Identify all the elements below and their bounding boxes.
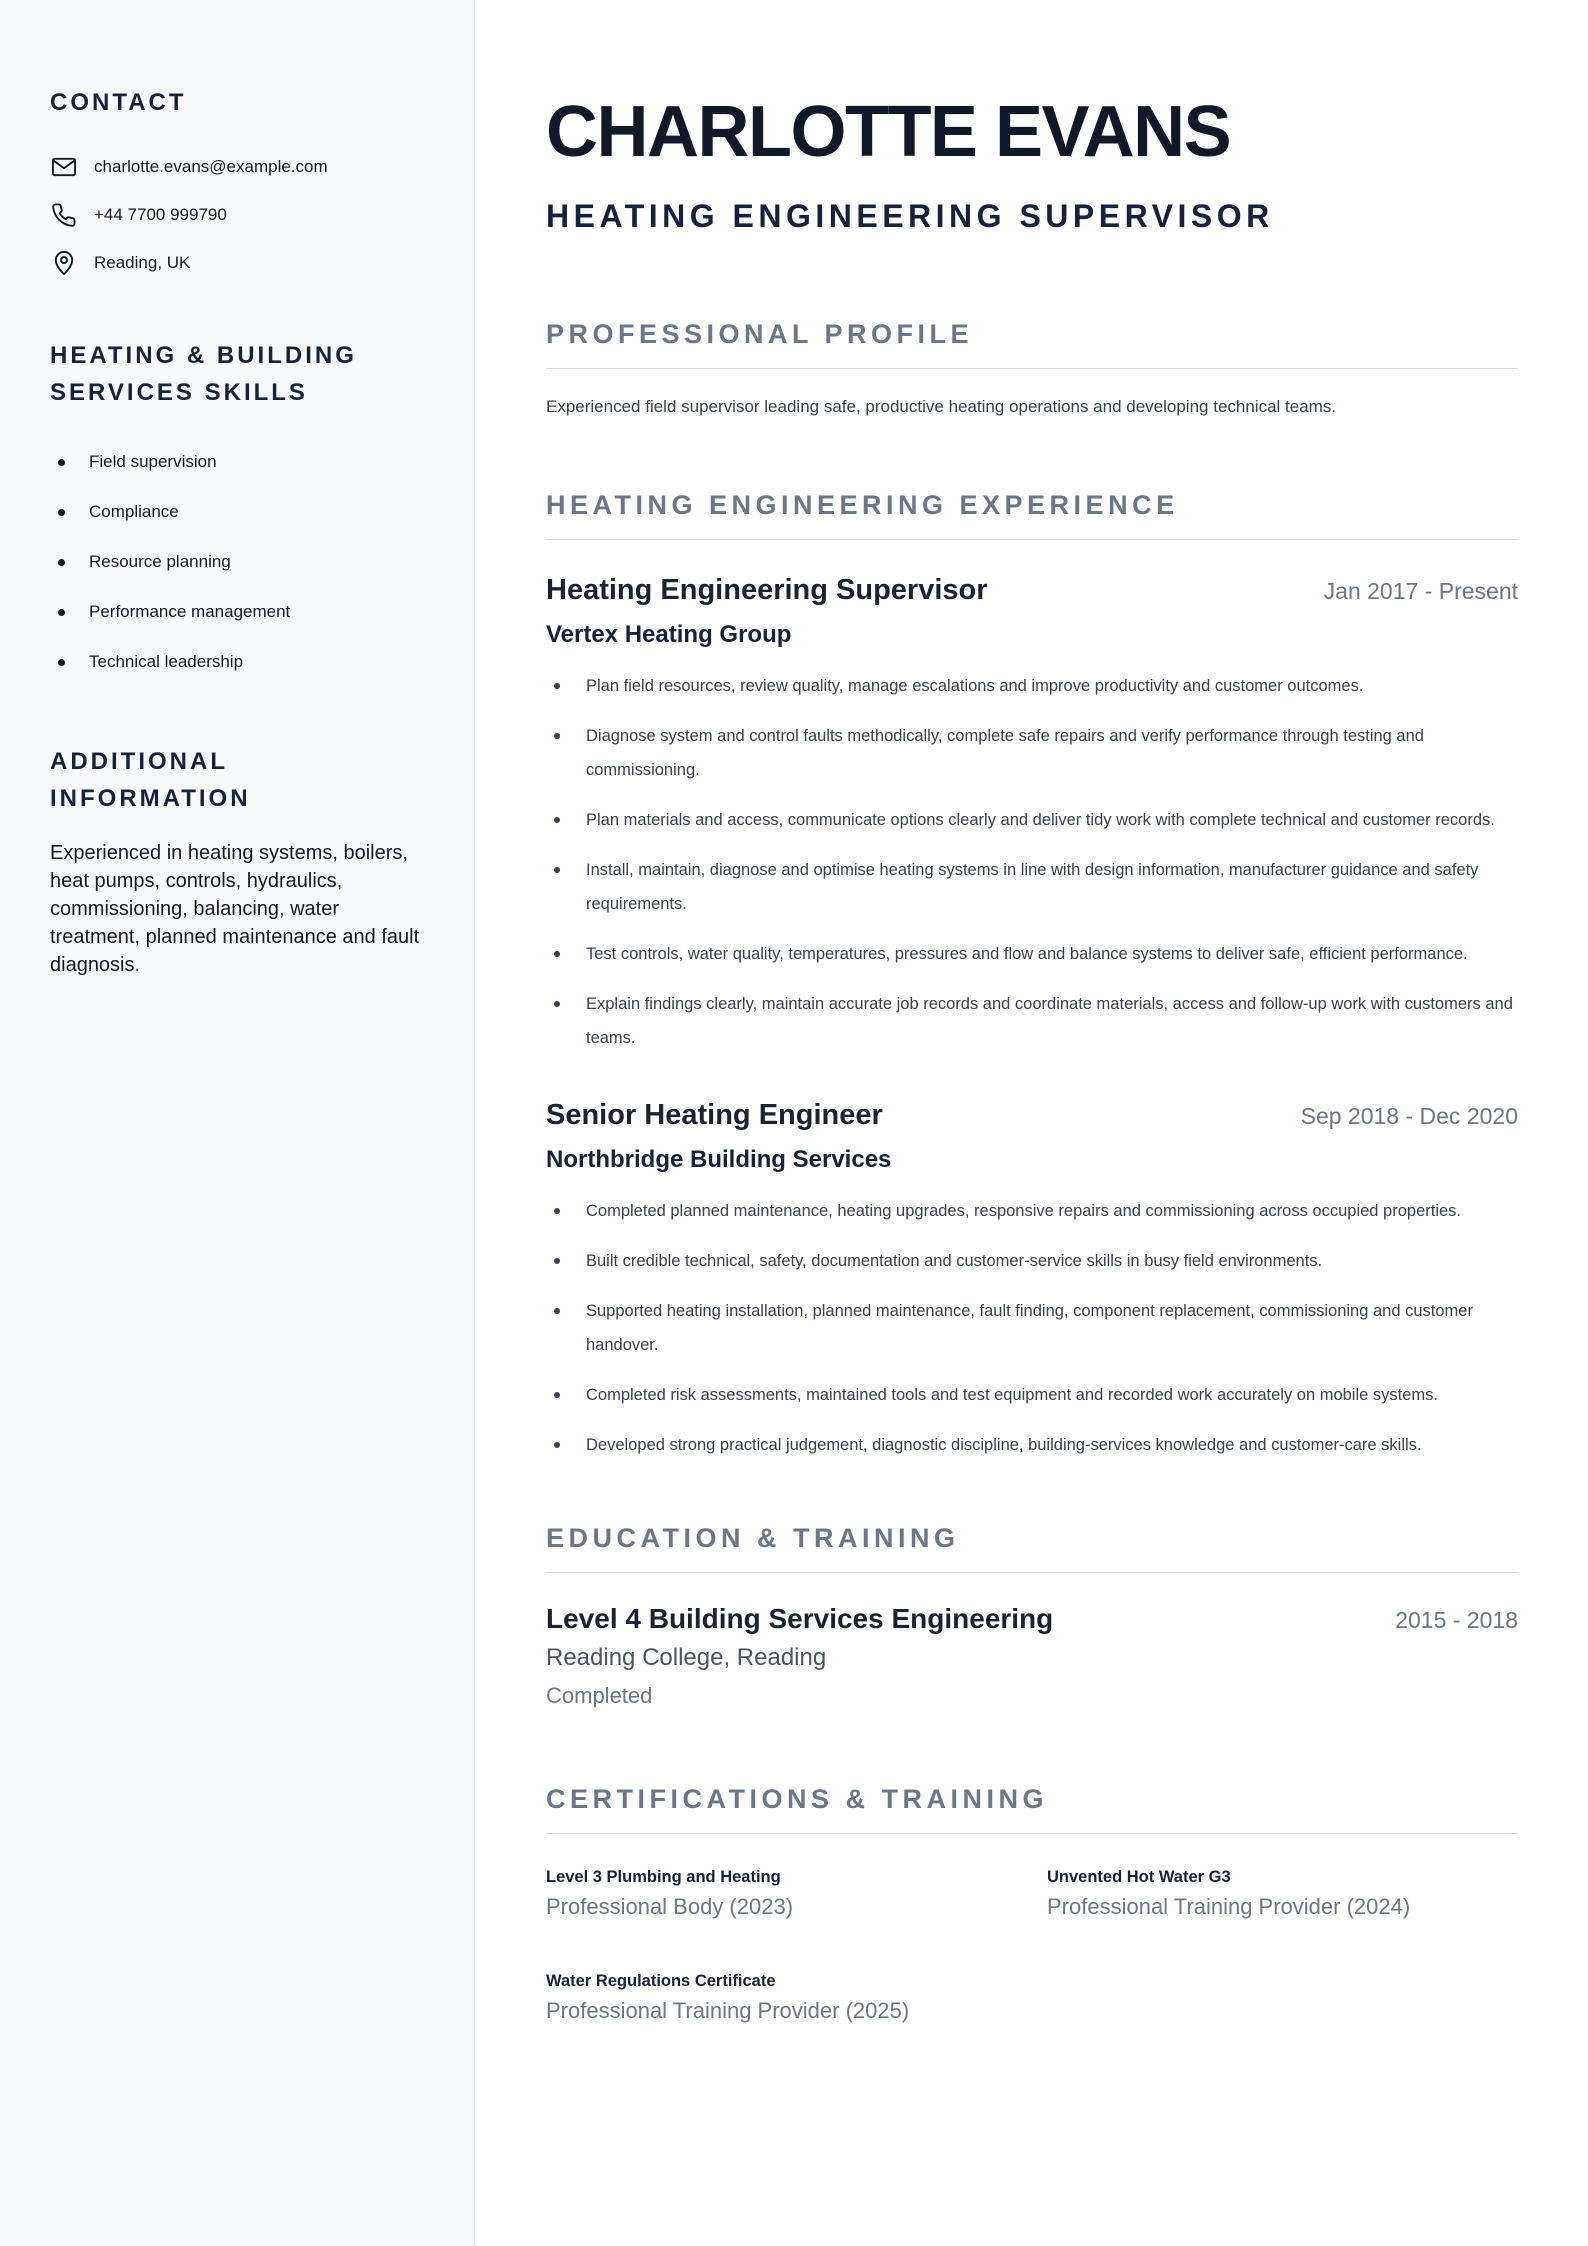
bullet-icon — [58, 659, 65, 666]
education-status: Completed — [546, 1683, 653, 1708]
education-institution: Reading College, Reading — [546, 1644, 827, 1671]
profile-section — [546, 314, 1518, 419]
skill-item — [50, 437, 424, 487]
job-bullet: Plan field resources, review quality, manage escalations and improve productivity and customer outcomes. — [546, 669, 1518, 703]
skill-label: Field supervision — [89, 452, 217, 471]
candidate-name: CHARLOTTE EVANS — [546, 92, 1231, 172]
job-header — [546, 574, 1518, 607]
education-entry — [546, 1603, 1518, 1713]
job-title: Heating Engineering Supervisor — [546, 574, 988, 606]
job-entry — [546, 1099, 1518, 1462]
job-company: Northbridge Building Services — [546, 1146, 892, 1173]
bullet-icon — [58, 609, 65, 616]
location-text: Reading, UK — [94, 253, 191, 272]
job-bullet: Completed planned maintenance, heating upgrades, responsive repairs and commissioning across occupied properties. — [546, 1194, 1518, 1228]
contact-heading: CONTACT — [50, 89, 187, 116]
job-title: Senior Heating Engineer — [546, 1099, 883, 1131]
skill-label: Technical leadership — [89, 652, 244, 671]
phone-text: +44 7700 999790 — [94, 205, 227, 224]
certification-provider: Professional Training Provider (2025) — [546, 1998, 910, 2023]
certification-item — [1047, 1866, 1518, 1922]
education-header — [546, 1603, 1518, 1635]
job-entry — [546, 574, 1518, 1055]
certification-name: Unvented Hot Water G3 — [1047, 1868, 1231, 1886]
certification-provider: Professional Body (2023) — [546, 1894, 794, 1919]
contact-list — [50, 143, 424, 287]
candidate-role: HEATING ENGINEERING SUPERVISOR — [546, 198, 1274, 234]
education-section — [546, 1518, 1518, 1713]
additional-info-heading: ADDITIONAL INFORMATION — [50, 748, 251, 812]
skill-item — [50, 487, 424, 537]
additional-info-text: Experienced in heating systems, boilers, heat pumps, controls, hydraulics, commissioning, balancing, water treatment, planned maintenance and fault diagnosis. — [50, 842, 420, 976]
certifications-section — [546, 1779, 1518, 2026]
job-header — [546, 1099, 1518, 1132]
experience-heading: HEATING ENGINEERING EXPERIENCE — [546, 485, 1518, 540]
job-company: Vertex Heating Group — [546, 621, 792, 648]
main-content — [475, 0, 1588, 2246]
profile-heading: PROFESSIONAL PROFILE — [546, 314, 1518, 369]
sidebar — [0, 0, 475, 2246]
education-title: Level 4 Building Services Engineering — [546, 1603, 1054, 1634]
skill-label: Compliance — [89, 502, 179, 521]
job-bullet: Plan materials and access, communicate options clearly and deliver tidy work with complete technical and customer records. — [546, 803, 1518, 837]
skill-label: Resource planning — [89, 552, 231, 571]
job-bullets — [546, 669, 1518, 1055]
job-dates: Sep 2018 - Dec 2020 — [1300, 1103, 1518, 1129]
job-dates: Jan 2017 - Present — [1323, 578, 1518, 604]
job-bullet: Explain findings clearly, maintain accurate job records and coordinate materials, access and follow-up work with customers and teams. — [546, 987, 1518, 1055]
job-bullet: Diagnose system and control faults methodically, complete safe repairs and verify performance through testing and commissioning. — [546, 719, 1518, 787]
certification-name: Water Regulations Certificate — [546, 1972, 776, 1990]
certification-item — [546, 1866, 1047, 1922]
job-bullet: Install, maintain, diagnose and optimise heating systems in line with design information, manufacturer guidance and safety requirements. — [546, 853, 1518, 921]
profile-text: Experienced field supervisor leading safe, productive heating operations and developing technical teams. — [546, 397, 1337, 416]
bullet-icon — [58, 559, 65, 566]
bullet-icon — [58, 459, 65, 466]
phone-icon — [50, 201, 78, 229]
experience-section — [546, 485, 1518, 1462]
bullet-icon — [58, 509, 65, 516]
job-bullets — [546, 1194, 1518, 1462]
education-heading: EDUCATION & TRAINING — [546, 1518, 1518, 1573]
job-bullet: Completed risk assessments, maintained tools and test equipment and recorded work accurately on mobile systems. — [546, 1378, 1518, 1412]
certification-item — [546, 1970, 1047, 2026]
certifications-grid — [546, 1866, 1518, 2026]
skill-label: Performance management — [89, 602, 291, 621]
contact-email[interactable] — [50, 143, 424, 191]
skills-list — [50, 437, 424, 687]
mail-icon — [50, 153, 78, 181]
skill-item — [50, 637, 424, 687]
certifications-heading: CERTIFICATIONS & TRAINING — [546, 1779, 1518, 1834]
certification-provider: Professional Training Provider (2024) — [1047, 1894, 1411, 1919]
job-bullet: Developed strong practical judgement, diagnostic discipline, building-services knowledge and customer-care skills. — [546, 1428, 1518, 1462]
certification-name: Level 3 Plumbing and Heating — [546, 1868, 781, 1886]
skills-heading: HEATING & BUILDING SERVICES SKILLS — [50, 342, 357, 406]
job-bullet: Test controls, water quality, temperatures, pressures and flow and balance systems to deliver safe, efficient performance. — [546, 937, 1518, 971]
job-bullet: Supported heating installation, planned maintenance, fault finding, component replacement, commissioning and customer handover. — [546, 1294, 1518, 1362]
education-dates: 2015 - 2018 — [1395, 1607, 1518, 1633]
contact-location — [50, 239, 424, 287]
location-pin-icon — [50, 249, 78, 277]
skill-item — [50, 537, 424, 587]
job-bullet: Built credible technical, safety, documentation and customer-service skills in busy field environments. — [546, 1244, 1518, 1278]
skill-item — [50, 587, 424, 637]
contact-phone[interactable] — [50, 191, 424, 239]
email-text: charlotte.evans@example.com — [94, 157, 328, 176]
